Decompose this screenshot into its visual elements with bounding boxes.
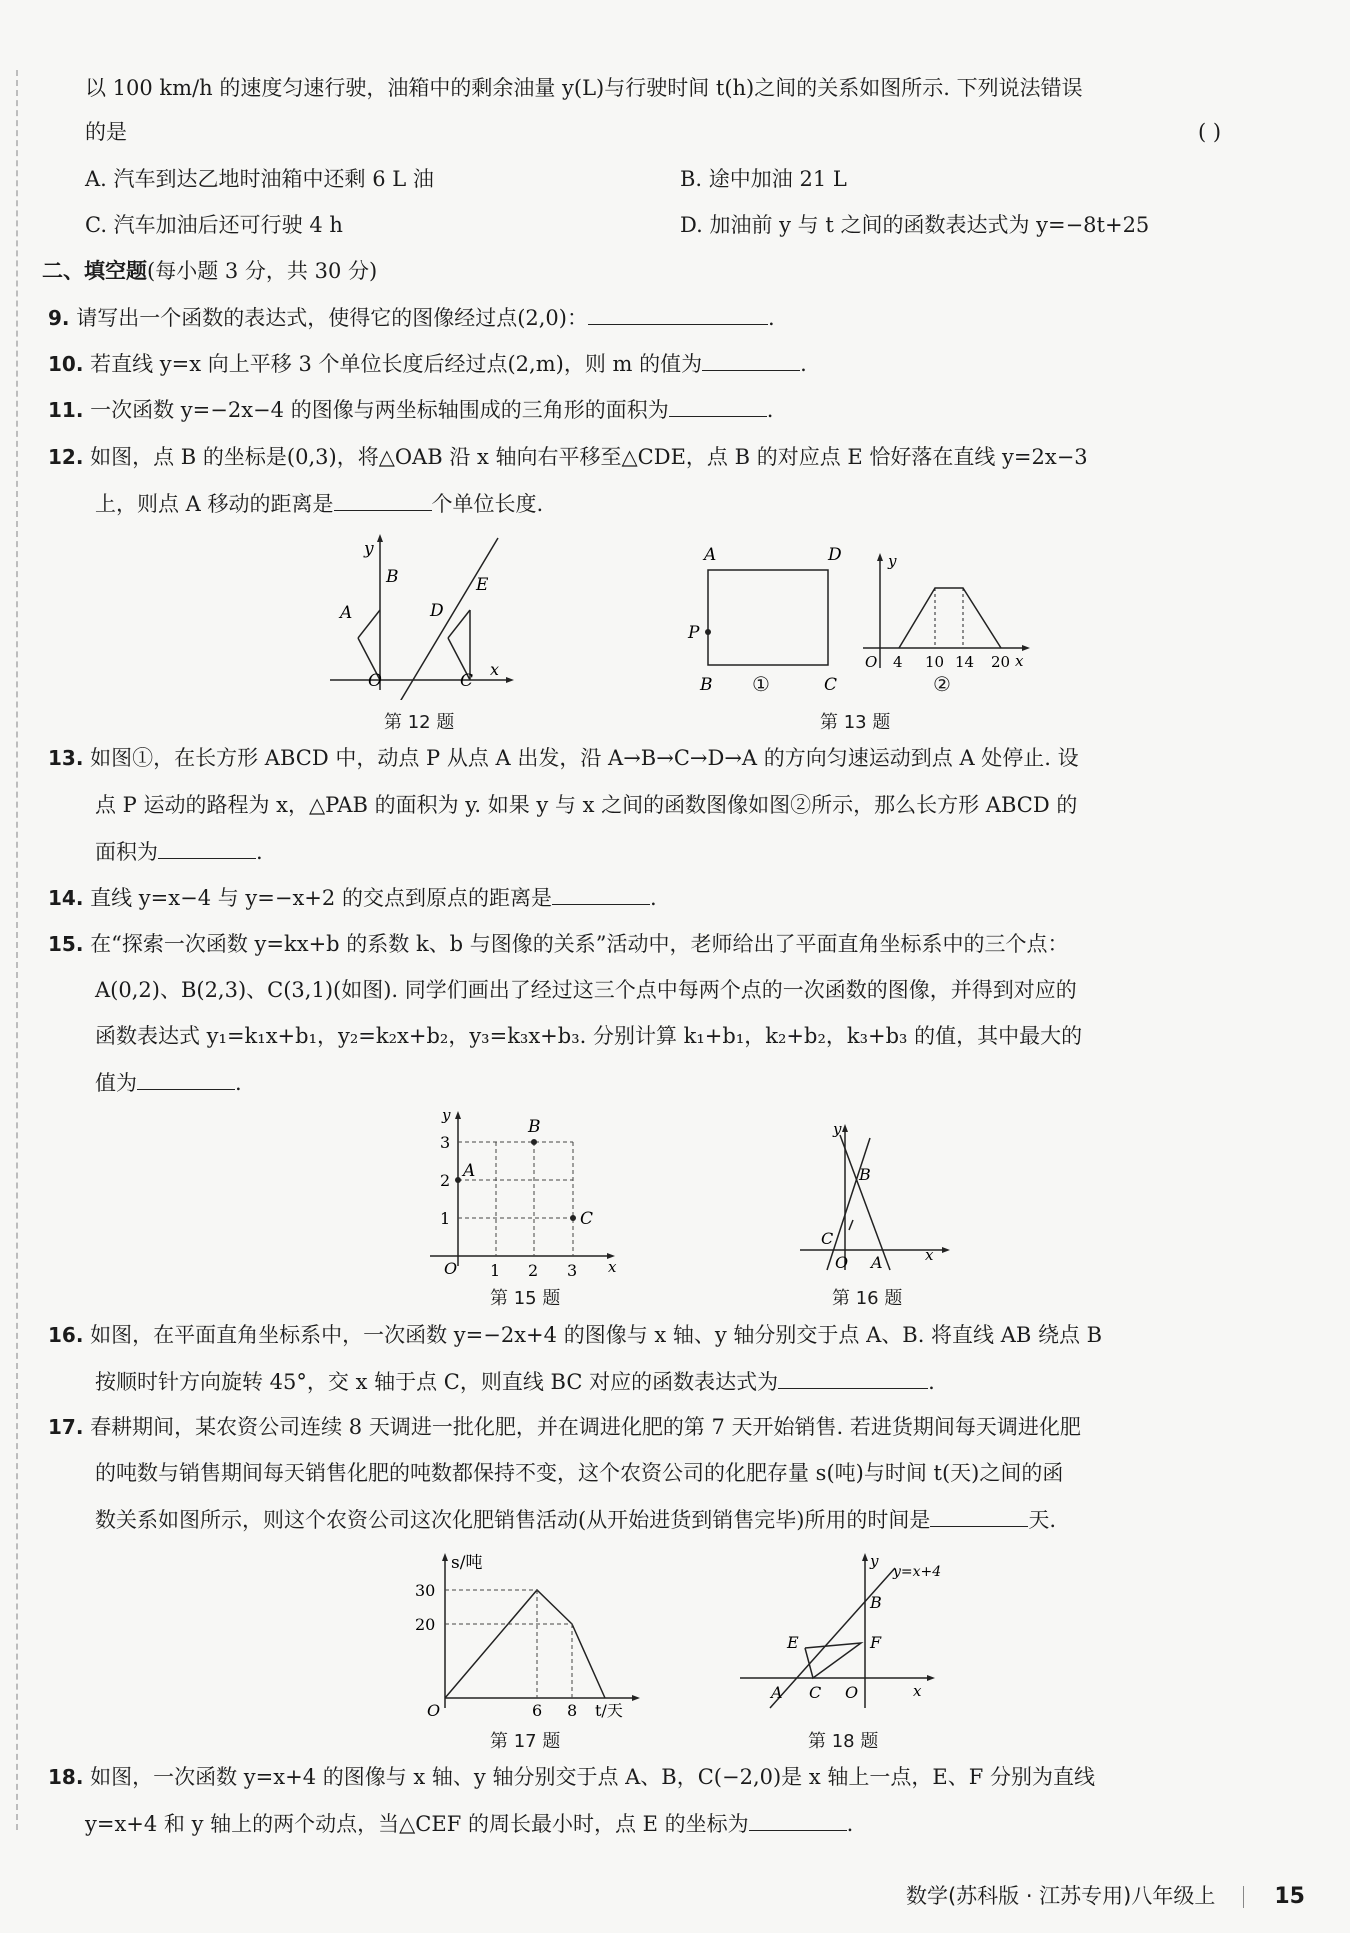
fig18-label-y: y (870, 1552, 879, 1570)
q17-text-line3: 数关系如图所示，则这个农资公司这次化肥销售活动(从开始进货到销售完毕)所用的时间是 (95, 1508, 931, 1532)
footer-separator (1243, 1886, 1244, 1908)
fig13-graph-number: ② (933, 672, 951, 696)
fig15-xtick-1: 1 (490, 1261, 501, 1276)
q13-text-line1: 如图①，在长方形 ABCD 中，动点 P 从点 A 出发，沿 A→B→C→D→A 的方向匀速运动到点 A 处停止. 设 (90, 746, 1079, 770)
question-16-line2 (95, 1366, 935, 1397)
q11-answer-blank[interactable] (669, 394, 767, 417)
question-18-line2 (85, 1808, 853, 1839)
fig12-label-d: D (430, 601, 444, 621)
fig12-label-x: x (490, 660, 500, 679)
fig15-xtick-2: 2 (528, 1261, 539, 1276)
question-12-line1 (48, 442, 1088, 472)
q9-period: . (767, 306, 775, 330)
fig18-label-o: O (845, 1683, 859, 1702)
q9-number: 9. (48, 306, 70, 330)
q15-answer-blank[interactable] (137, 1067, 235, 1090)
question-17-line1 (48, 1412, 1081, 1442)
page-number: 15 (1274, 1884, 1305, 1909)
fig18-label-f: F (870, 1633, 882, 1652)
question-12-line2 (95, 488, 543, 519)
q17-number: 17. (48, 1415, 84, 1439)
fig13-label-p: P (688, 623, 700, 643)
q12-text-line2b: 个单位长度. (431, 492, 544, 516)
question-10 (48, 348, 807, 379)
question-15-line4 (95, 1067, 242, 1098)
fig15-caption: 第 15 题 (490, 1288, 561, 1309)
q8-line2: 的是 (85, 120, 127, 144)
fig16-label-x: x (925, 1246, 934, 1264)
q13-number: 13. (48, 746, 84, 770)
question-13-line1 (48, 743, 1079, 773)
q8-option-a: A. 汽车到达乙地时油箱中还剩 6 L 油 (85, 167, 434, 191)
fig15-label-x: x (608, 1258, 617, 1276)
fig17-ytick-20: 20 (415, 1615, 436, 1634)
q17-text-line1: 春耕期间，某农资公司连续 8 天调进一批化肥，并在调进化肥的第 7 天开始销售. 若进货期间每天调进化肥 (90, 1415, 1081, 1439)
q18-number: 18. (48, 1765, 84, 1789)
fig17-xlabel: t/天 (595, 1701, 623, 1718)
q18-text-line1: 如图，一次函数 y=x+4 的图像与 x 轴、y 轴分别交于点 A、B，C(−2,0)是 x 轴上一点，E、F 分别为直线 (90, 1765, 1095, 1789)
fig13-graph-label-x: x (1015, 652, 1024, 670)
q8-option-c: C. 汽车加油后还可行驶 4 h (85, 213, 343, 237)
fig18-label-c: C (809, 1683, 822, 1702)
footer-book-title: 数学(苏科版 · 江苏专用)八年级上 (905, 1884, 1216, 1908)
fig12-label-y: y (364, 539, 374, 559)
question-9 (48, 302, 775, 333)
figure-18 (735, 1548, 965, 1718)
q15-text-line1: 在“探索一次函数 y=kx+b 的系数 k、b 与图像的关系”活动中，老师给出了平面直角坐标系中的三个点： (90, 932, 1069, 956)
q8-option-d: D. 加油前 y 与 t 之间的函数表达式为 y=−8t+25 (680, 213, 1150, 237)
q15-text-line2: A(0,2)、B(2,3)、C(3,1)(如图). 同学们画出了经过这三个点中每两个点的一次函数的图像，并得到对应的 (95, 978, 1077, 1002)
fig15-label-o: O (444, 1259, 458, 1276)
binding-margin-line (16, 70, 18, 1830)
fig13-label-d: D (828, 545, 842, 565)
section-2-heading (42, 256, 377, 286)
fig12-label-e: E (476, 575, 489, 595)
fig17-xtick-6: 6 (532, 1701, 543, 1718)
question-18-line1 (48, 1762, 1095, 1792)
fig15-point-c: C (580, 1209, 594, 1229)
question-17-line3 (95, 1504, 1056, 1535)
fig13-rect-number: ① (752, 672, 770, 696)
q10-text: 若直线 y=x 向上平移 3 个单位长度后经过点(2,m)，则 m 的值为 (90, 352, 703, 376)
q8-line1: 以 100 km/h 的速度匀速行驶，油箱中的剩余油量 y(L)与行驶时间 t(h)之间的关系如图所示. 下列说法错误 (85, 76, 1083, 100)
fig18-label-e: E (787, 1633, 799, 1652)
q15-text-line4: 值为 (95, 1071, 137, 1095)
page-footer (906, 1880, 1305, 1910)
q12-text-line2a: 上，则点 A 移动的距离是 (95, 492, 334, 516)
fig15-point-a: A (463, 1161, 476, 1181)
fig13-label-c: C (824, 675, 838, 695)
question-13-line3 (95, 836, 263, 867)
fig13-graph-label-y: y (888, 552, 897, 570)
section-2-note: (每小题 3 分，共 30 分) (147, 259, 378, 283)
fig13-tick-10: 10 (925, 653, 945, 671)
q16-number: 16. (48, 1323, 84, 1347)
fig15-ytick-1: 1 (440, 1209, 451, 1228)
q12-text-line1: 如图，点 B 的坐标是(0,3)，将△OAB 沿 x 轴向右平移至△CDE，点 B 的对应点 E 恰好落在直线 y=2x−3 (90, 445, 1088, 469)
q13-period: . (256, 840, 263, 864)
q17-answer-blank[interactable] (930, 1504, 1028, 1527)
q18-period: . (846, 1812, 854, 1836)
fig17-caption: 第 17 题 (490, 1731, 561, 1752)
q14-period: . (649, 886, 657, 910)
question-11 (48, 394, 773, 425)
q18-text-line2: y=x+4 和 y 轴上的两个动点，当△CEF 的周长最小时，点 E 的坐标为 (85, 1812, 749, 1836)
figure-12 (330, 530, 520, 700)
q14-number: 14. (48, 886, 84, 910)
fig13-tick-20: 20 (991, 653, 1011, 671)
q11-text: 一次函数 y=−2x−4 的图像与两坐标轴围成的三角形的面积为 (90, 398, 669, 422)
fig17-origin: O (427, 1701, 441, 1718)
fig18-label-b: B (870, 1593, 882, 1612)
q9-text: 请写出一个函数的表达式，使得它的图像经过点(2,0)： (76, 306, 588, 330)
q12-answer-blank[interactable] (334, 488, 432, 511)
fig18-line-label: y=x+4 (893, 1564, 942, 1580)
fig13-tick-4: 4 (893, 653, 903, 671)
q11-period: . (766, 398, 774, 422)
q12-number: 12. (48, 445, 84, 469)
q8-answer-paren: ( ) (1198, 120, 1222, 144)
fig17-ylabel: s/吨 (451, 1553, 483, 1573)
fig16-label-b: B (859, 1165, 871, 1184)
q13-text-line2: 点 P 运动的路程为 x，△PAB 的面积为 y. 如果 y 与 x 之间的函数图像如图②所示，那么长方形 ABCD 的 (95, 793, 1078, 817)
fig12-label-b: B (386, 567, 399, 587)
figure-17 (405, 1548, 645, 1718)
fig15-xtick-3: 3 (567, 1261, 578, 1276)
q14-text: 直线 y=x−4 与 y=−x+2 的交点到原点的距离是 (90, 886, 552, 910)
q18-answer-blank[interactable] (749, 1808, 847, 1831)
section-2-title: 二、填空题 (42, 259, 147, 283)
figure-13-graph (855, 548, 1035, 678)
q15-text-line3: 函数表达式 y₁=k₁x+b₁，y₂=k₂x+b₂，y₃=k₃x+b₃. 分别计算 k₁+b₁，k₂+b₂，k₃+b₃ 的值，其中最大的 (95, 1024, 1083, 1048)
fig13-label-a: A (704, 545, 717, 565)
q16-period: . (928, 1370, 935, 1394)
q10-number: 10. (48, 352, 84, 376)
fig15-point-b: B (528, 1117, 541, 1137)
question-14 (48, 882, 657, 913)
fig13-label-b: B (700, 675, 713, 695)
fig12-caption: 第 12 题 (384, 712, 455, 733)
fig16-label-o: O (835, 1253, 849, 1272)
q11-number: 11. (48, 398, 84, 422)
fig15-ytick-2: 2 (440, 1171, 451, 1190)
fig17-ytick-30: 30 (415, 1581, 436, 1600)
fig12-label-a: A (340, 603, 353, 623)
q16-text-line2: 按顺时针方向旋转 45°，交 x 轴于点 C，则直线 BC 对应的函数表达式为 (95, 1370, 779, 1394)
q16-answer-blank[interactable] (778, 1366, 928, 1389)
question-15-line1 (48, 929, 1069, 959)
fig18-caption: 第 18 题 (808, 1731, 879, 1752)
q15-period: . (235, 1071, 242, 1095)
fig13-caption: 第 13 题 (820, 712, 891, 733)
q9-answer-blank[interactable] (588, 302, 768, 325)
fig17-xtick-8: 8 (567, 1701, 578, 1718)
fig16-label-y: y (833, 1120, 842, 1138)
q16-text-line1: 如图，在平面直角坐标系中，一次函数 y=−2x+4 的图像与 x 轴、y 轴分别交于点 A、B. 将直线 AB 绕点 B (90, 1323, 1103, 1347)
fig15-label-y: y (442, 1106, 451, 1124)
figure-15 (420, 1106, 620, 1276)
fig16-label-a: A (871, 1253, 883, 1272)
fig12-label-o: O (368, 671, 382, 691)
fig18-label-a: A (771, 1683, 783, 1702)
q17-text-line2: 的吨数与销售期间每天销售化肥的吨数都保持不变，这个农资公司的化肥存量 s(吨)与时间 t(天)之间的函 (95, 1461, 1064, 1485)
q13-answer-blank[interactable] (158, 836, 256, 859)
fig16-label-c: C (821, 1229, 834, 1248)
fig12-label-c: C (460, 671, 474, 691)
q13-text-line3: 面积为 (95, 840, 158, 864)
figure-16 (795, 1120, 955, 1275)
q14-answer-blank[interactable] (552, 882, 650, 905)
q10-period: . (800, 352, 807, 376)
q15-number: 15. (48, 932, 84, 956)
question-16-line1 (48, 1320, 1102, 1350)
fig13-graph-label-o: O (865, 653, 878, 671)
q10-answer-blank[interactable] (702, 348, 800, 371)
fig13-tick-14: 14 (955, 653, 975, 671)
fig15-ytick-3: 3 (440, 1133, 451, 1152)
q8-option-b: B. 途中加油 21 L (680, 167, 847, 191)
fig16-caption: 第 16 题 (832, 1288, 903, 1309)
q17-unit: 天. (1028, 1508, 1057, 1532)
fig18-label-x: x (913, 1682, 922, 1700)
